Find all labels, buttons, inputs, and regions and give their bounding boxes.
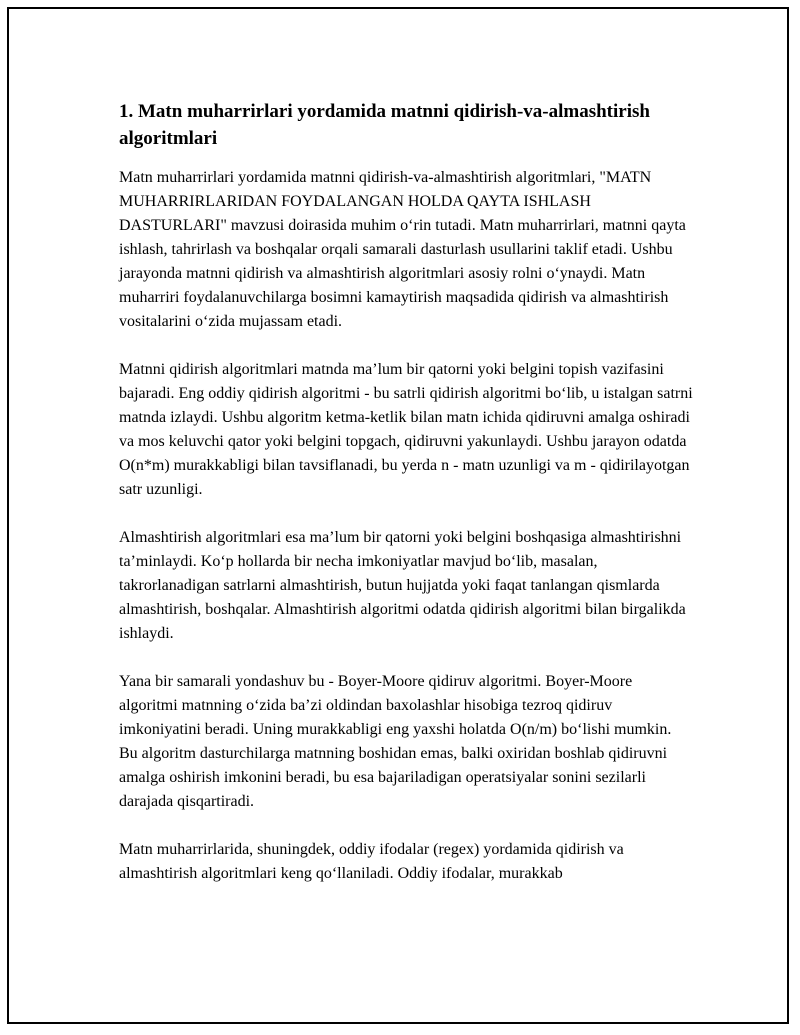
paragraph-regex: Matn muharrirlarida, shuningdek, oddiy ifodalar (regex) yordamida qidirish va almashtirish algoritmlari keng qo‘llaniladi. Oddiy ifodalar, murakkab — [119, 841, 624, 882]
paragraph-boyer-moore: Yana bir samarali yondashuv bu - Boyer-Moore qidiruv algoritmi. Boyer-Moore algoritmi matnning o‘zida ba’zi oldindan baxolashlar hisobiga tezroq qidiruv imkoniyatini beradi. Uning murakkabligi eng yaxshi holatda O(n/m) bo‘lishi mumkin. Bu algoritm dasturchilarga matnning boshidan emas, balki oxiridan boshlab qidiruvni amalga oshirish imkonini beradi, bu esa bajariladigan operatsiyalar sonini sezilarli darajada qisqartiradi. — [119, 673, 672, 810]
section-heading: 1. Matn muharrirlari yordamida matnni qidirish-va-almashtirish algoritmlari — [119, 101, 650, 149]
paragraph-intro: Matn muharrirlari yordamida matnni qidirish-va-almashtirish algoritmlari, "MATN MUHARRIRLARIDAN FOYDALANGAN HOLDA QAYTA ISHLASH DASTURLARI" mavzusi doirasida muhim o‘rin tutadi. Matn muharrirlari, matnni qayta ishlash, tahrirlash va boshqalar orqali samarali dasturlash usullarini taklif etadi. Ushbu jarayonda matnni qidirish va almashtirish algoritmlari asosiy rolni o‘ynaydi. Matn muharriri foydalanuvchilarga bosimni kamaytirish maqsadida qidirish va almashtirish vositalarini o‘zida mujassam etadi. — [119, 169, 686, 330]
document-page — [7, 7, 789, 1024]
paragraph-search-algorithms: Matnni qidirish algoritmlari matnda ma’lum bir qatorni yoki belgini topish vazifasini bajaradi. Eng oddiy qidirish algoritmi - bu satrli qidirish algoritmi bo‘lib, u istalgan satrni matnda izlaydi. Ushbu algoritm ketma-ketlik bilan matn ichida qidiruvni amalga oshiradi va mos keluvchi qator yoki belgini topgach, qidiruvni yakunlaydi. Ushbu jarayon odatda O(n*m) murakkabligi bilan tavsiflanadi, bu yerda n - matn uzunligi va m - qidirilayotgan satr uzunligi. — [119, 361, 693, 498]
paragraph-replace-algorithms: Almashtirish algoritmlari esa ma’lum bir qatorni yoki belgini boshqasiga almashtirishni ta’minlaydi. Ko‘p hollarda bir necha imkoniyatlar mavjud bo‘lib, masalan, takrorlanadigan satrlarni almashtirish, butun hujjatda yoki faqat tanlangan qismlarda almashtirish, boshqalar. Almashtirish algoritmi odatda qidirish algoritmi bilan birgalikda ishlaydi. — [119, 529, 686, 642]
document-body — [119, 98, 694, 910]
